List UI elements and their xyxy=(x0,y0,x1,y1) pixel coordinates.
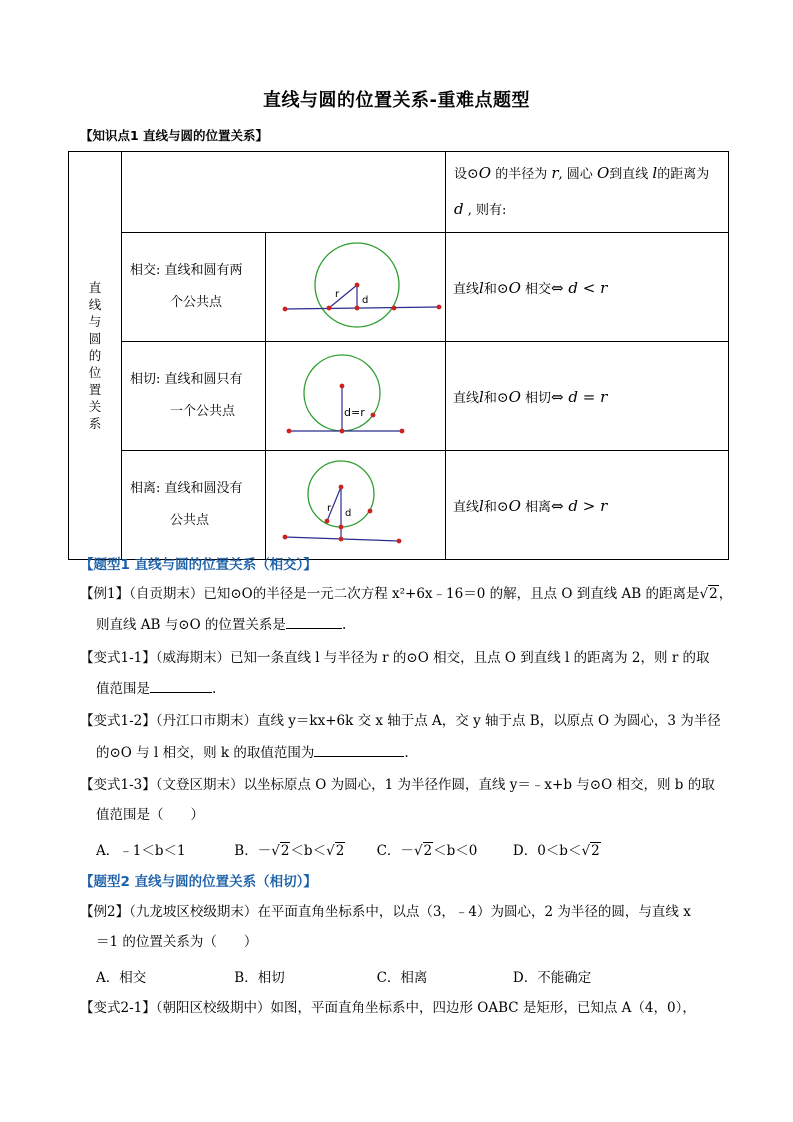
relation-table xyxy=(68,151,729,560)
table-empty-header-cell xyxy=(122,152,446,233)
sqrt-symbol: √2 xyxy=(326,843,345,859)
line-endpoint xyxy=(282,535,287,540)
period: . xyxy=(212,681,217,697)
answer-blank[interactable] xyxy=(286,614,342,629)
relation-var-l: l xyxy=(479,496,484,515)
note-text: 设 xyxy=(454,167,468,182)
line-endpoint xyxy=(286,429,291,434)
sqrt-symbol: √2 xyxy=(699,586,718,602)
choice-D[interactable] xyxy=(513,839,601,859)
period: . xyxy=(404,745,409,761)
relation-var-O: O xyxy=(508,496,521,515)
relation-word: 相切 xyxy=(525,390,552,406)
relation-formula: ⇔ d = r xyxy=(551,387,608,406)
example-1-text: 【例1】（自贡期末）已知⊙O的半径是一元二次方程 x²+6x﹣16＝0 的解，且点 O 到直线 AB 的距离是 xyxy=(80,586,700,602)
variant-2-1-line1: 【变式2-1】（朝阳区校级期中）如图，平面直角坐标系中，四边形 OABC 是矩形，已知点 A（4，0）， xyxy=(80,1000,696,1016)
page-title: 直线与圆的位置关系-重难点题型 xyxy=(263,90,530,111)
choice-C-pre: C．－ xyxy=(376,843,414,859)
relation-word: 相离 xyxy=(525,499,552,515)
relation-text: 和 xyxy=(483,499,497,515)
figure-tangent-cell xyxy=(266,342,446,451)
case-tangent-cell xyxy=(122,342,266,451)
line-endpoint xyxy=(396,539,401,544)
choice-D-pre: D．0＜b＜ xyxy=(512,843,582,859)
case-separate-line2: 公共点 xyxy=(170,513,210,528)
note-text: 的距离为 xyxy=(657,167,710,182)
choice-B[interactable] xyxy=(234,839,372,859)
circle-dot-symbol: ⊙ xyxy=(496,280,509,297)
label-r: r xyxy=(334,289,339,300)
sqrt-symbol: √2 xyxy=(271,843,290,859)
note-text: , 圆心 xyxy=(558,167,593,182)
radius-segment xyxy=(329,285,357,308)
case-intersect-line2: 个公共点 xyxy=(170,295,223,310)
relation-text: 直线 xyxy=(453,281,480,297)
sqrt-symbol: √2 xyxy=(413,843,433,859)
sqrt-symbol: √2 xyxy=(581,843,600,859)
example-2-line2: ＝1 的位置关系为（ ） xyxy=(96,934,258,950)
table-side-label-cell xyxy=(69,152,122,560)
relation-text: 直线 xyxy=(453,499,480,515)
case-separate-cell xyxy=(122,451,266,560)
circle-dot-symbol: ⊙ xyxy=(496,498,509,515)
label-d: d xyxy=(361,295,368,306)
figure-separate-cell xyxy=(266,451,446,560)
example-1-text: 则直线 AB 与⊙O 的位置关系是 xyxy=(96,617,286,633)
sqrt-radicand: 2 xyxy=(591,843,600,859)
note-text: 到直线 xyxy=(609,167,649,182)
variant-1-1-text: 值范围是 xyxy=(96,681,150,697)
circle-dot-symbol: ⊙ xyxy=(467,166,479,182)
choice-C[interactable]: C．相离 xyxy=(376,970,428,986)
example-2-choices xyxy=(96,966,591,986)
choice-A[interactable]: A．﹣1＜b＜1 xyxy=(96,843,186,859)
relation-var-O: O xyxy=(508,387,521,406)
relation-formula: ⇔ d > r xyxy=(551,496,608,515)
variant-1-2-text: 的⊙O 与 l 相交，则 k 的取值范围为 xyxy=(96,745,315,761)
choice-A[interactable]: A．相交 xyxy=(96,970,147,986)
answer-blank[interactable] xyxy=(314,742,404,757)
foot-point xyxy=(338,537,343,542)
center-point xyxy=(338,485,343,490)
note-var-O: O xyxy=(596,164,610,182)
relation-var-l: l xyxy=(479,278,484,297)
example-2-line1: 【例2】（九龙坡区校级期末）在平面直角坐标系中，以点（3，﹣4）为圆心，2 为半径的圆，与直线 x xyxy=(80,904,691,920)
case-intersect-cell xyxy=(122,233,266,342)
table-note-cell xyxy=(446,152,729,233)
example-1-line2 xyxy=(96,614,746,635)
period: . xyxy=(341,617,347,633)
line-endpoint xyxy=(436,305,441,310)
note-var-l: l xyxy=(652,164,658,182)
figure-intersect xyxy=(267,233,445,337)
note-text: , 则有: xyxy=(467,203,507,218)
center-point xyxy=(339,384,344,389)
line-endpoint xyxy=(399,429,404,434)
sqrt-radicand: 2 xyxy=(335,843,345,859)
relation-word: 相交 xyxy=(525,281,552,297)
relation-var-l: l xyxy=(479,387,484,406)
line-l xyxy=(285,307,439,309)
answer-blank[interactable] xyxy=(150,678,212,693)
relation-intersect-cell xyxy=(446,233,729,342)
sqrt-radicand: 2 xyxy=(709,586,718,602)
note-var-r: r xyxy=(551,164,559,182)
section-heading-1: 【题型1 直线与圆的位置关系（相交）】 xyxy=(80,557,317,573)
intersection-point xyxy=(326,306,331,311)
circle-dot-symbol: ⊙ xyxy=(496,389,509,406)
line-endpoint xyxy=(282,307,287,312)
example-1-tail: ， xyxy=(718,586,733,602)
center-point xyxy=(354,283,359,288)
relation-text: 和 xyxy=(483,281,497,297)
case-tangent-line1: 相切: 直线和圆只有 xyxy=(130,372,243,387)
circle-point xyxy=(338,525,343,530)
choice-D[interactable]: D．不能确定 xyxy=(512,970,592,986)
choice-C-post: ＜b＜0 xyxy=(433,843,478,859)
relation-var-O: O xyxy=(508,278,521,297)
note-text: 的半径为 xyxy=(495,167,548,182)
figure-tangent xyxy=(267,342,445,446)
figure-separate xyxy=(267,451,445,555)
variant-1-3-line2: 值范围是（ ） xyxy=(96,807,204,823)
tangent-point xyxy=(339,429,344,434)
label-d-equals-r: d=r xyxy=(343,406,365,419)
note-var-O: O xyxy=(478,164,492,182)
case-separate-line1: 相离: 直线和圆没有 xyxy=(130,481,243,496)
relation-tangent-cell xyxy=(446,342,729,451)
variant-1-3-line1: 【变式1-3】（文登区期末）以坐标原点 O 为圆心，1 为半径作圆，直线 y＝﹣x+b 与⊙O 相交，则 b 的取 xyxy=(80,777,715,793)
case-tangent-line2: 一个公共点 xyxy=(170,404,236,419)
table-side-label: 直线与圆的位置关系 xyxy=(88,280,102,431)
foot-point xyxy=(354,306,359,311)
circle-point xyxy=(324,519,329,524)
example-1-line1 xyxy=(80,584,733,604)
knowledge-point-header: 【知识点1 直线与圆的位置关系】 xyxy=(80,128,269,143)
relation-text: 和 xyxy=(483,390,497,406)
variant-1-2-line2 xyxy=(96,742,746,763)
variant-1-3-choices xyxy=(96,839,601,859)
section-heading-2: 【题型2 直线与圆的位置关系（相切）】 xyxy=(80,874,317,890)
sqrt-radicand: 2 xyxy=(280,843,290,859)
variant-1-1-line1: 【变式1-1】（威海期末）已知一条直线 l 与半径为 r 的⊙O 相交，且点 O 到直线 l 的距离为 2，则 r 的取 xyxy=(80,650,710,666)
circle-point xyxy=(367,509,372,514)
intersection-point xyxy=(391,306,396,311)
relation-formula: ⇔ d < r xyxy=(551,278,608,297)
figure-intersect-cell xyxy=(266,233,446,342)
variant-1-1-line2 xyxy=(96,678,746,699)
case-intersect-line1: 相交: 直线和圆有两 xyxy=(130,263,243,278)
circle-point xyxy=(370,413,375,418)
relation-text: 直线 xyxy=(453,390,480,406)
variant-1-2-line1: 【变式1-2】（丹江口市期末）直线 y＝kx+6k 交 x 轴于点 A，交 y 轴于点 B，以原点 O 为圆心，3 为半径 xyxy=(80,713,721,729)
note-var-d: d xyxy=(454,200,464,218)
choice-B-pre: B．－ xyxy=(234,843,272,859)
relation-separate-cell xyxy=(446,451,729,560)
choice-B-mid: ＜b＜ xyxy=(290,843,327,859)
label-d: d xyxy=(344,508,351,519)
choice-B[interactable]: B．相切 xyxy=(234,970,285,986)
choice-C[interactable] xyxy=(377,839,509,859)
sqrt-radicand: 2 xyxy=(423,843,433,859)
label-r: r xyxy=(326,503,331,514)
